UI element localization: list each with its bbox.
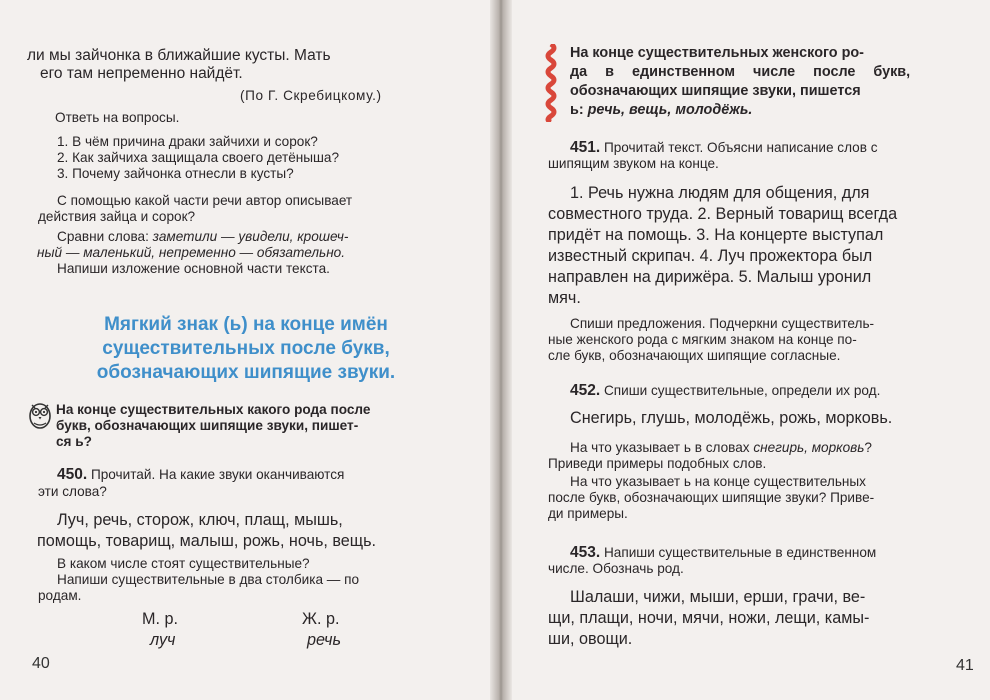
word-list: ши, овощи. bbox=[548, 630, 633, 648]
exercise-452-text: Спиши существительные, определи их род. bbox=[603, 383, 881, 398]
text-line: 1. Речь нужна людям для общения, для bbox=[570, 184, 870, 202]
compare-label: Сравни слова: bbox=[57, 229, 149, 244]
compare-line: Напиши изложение основной части текста. bbox=[57, 261, 330, 276]
question-box-line: букв, обозначающих шипящие звуки, пишет- bbox=[56, 418, 359, 433]
column-example: луч bbox=[150, 631, 176, 649]
rule-examples: речь, вещь, молодёжь. bbox=[587, 102, 753, 118]
source-credit: (По Г. Скребицкому.) bbox=[240, 88, 382, 103]
exercise-451-line: шипящим звуком на конце. bbox=[548, 156, 719, 171]
exercise-451-task: ные женского рода с мягким знаком на конце по- bbox=[548, 332, 857, 347]
exercise-451-task: сле букв, обозначающих шипящие согласные. bbox=[548, 348, 841, 363]
question-item: 1. В чём причина драки зайчихи и сорок? bbox=[57, 134, 318, 149]
rule-letter: ь: bbox=[570, 102, 584, 118]
compare-words: заметили — увидели, крошеч- bbox=[152, 229, 349, 244]
page-number: 41 bbox=[956, 657, 974, 674]
wavy-rule-marker-icon bbox=[545, 44, 557, 122]
text-line: совместного труда. 2. Верный товарищ всегда bbox=[548, 205, 898, 223]
exercise-450-question: В каком числе стоят существительные? bbox=[57, 556, 310, 571]
rule-line: да в единственном числе после букв, bbox=[570, 64, 911, 80]
exercise-452-line bbox=[570, 383, 880, 399]
book-gutter bbox=[490, 0, 512, 700]
section-title: Мягкий знак (ь) на конце имён bbox=[104, 314, 388, 335]
owl-icon bbox=[28, 399, 52, 429]
exercise-451-text: Прочитай текст. Объясни написание слов с bbox=[603, 140, 878, 155]
exercise-450-question: Напиши существительные в два столбика — по bbox=[57, 572, 360, 587]
task-line: действия зайца и сорок? bbox=[38, 209, 196, 224]
question-words: снегирь, морковь bbox=[753, 440, 865, 455]
task-line: С помощью какой части речи автор описывает bbox=[57, 193, 353, 208]
question-item: 3. Почему зайчонка отнесли в кусты? bbox=[57, 166, 294, 181]
exercise-452-question bbox=[570, 440, 872, 456]
exercise-number: 453. bbox=[570, 544, 601, 561]
exercise-450-text: Прочитай. На какие звуки оканчиваются bbox=[90, 467, 345, 482]
question-box-line: ся ь? bbox=[56, 434, 92, 449]
word-list: помощь, товарищ, малыш, рожь, ночь, вещь. bbox=[37, 532, 377, 550]
exercise-450-line: эти слова? bbox=[38, 484, 107, 499]
intro-line: ли мы зайчонка в ближайшие кусты. Мать bbox=[27, 47, 331, 64]
question-prefix: На что указывает ь в словах bbox=[570, 440, 750, 455]
rule-line: обозначающих шипящие звуки, пишется bbox=[570, 83, 861, 99]
exercise-452-question: ди примеры. bbox=[548, 506, 628, 521]
exercise-452-question: На что указывает ь на конце существительных bbox=[570, 474, 866, 489]
exercise-451-task: Спиши предложения. Подчеркни существитель- bbox=[570, 316, 875, 331]
exercise-450-line bbox=[57, 467, 344, 483]
word-list: щи, плащи, ночи, мячи, ножи, лещи, камы- bbox=[548, 609, 870, 627]
text-line: направлен на дирижёра. 5. Малыш уронил bbox=[548, 268, 872, 286]
text-line: придёт на помощь. 3. На концерте выступал bbox=[548, 226, 884, 244]
column-heading-masculine: М. р. bbox=[142, 610, 178, 628]
question-item: 2. Как зайчиха защищала своего детёныша? bbox=[57, 150, 340, 165]
word-list: Снегирь, глушь, молодёжь, рожь, морковь. bbox=[570, 409, 893, 427]
exercise-number: 452. bbox=[570, 382, 601, 399]
column-example: речь bbox=[307, 631, 341, 649]
exercise-452-question: после букв, обозначающих шипящие звуки? Приве- bbox=[548, 490, 875, 505]
page-number: 40 bbox=[32, 655, 50, 672]
word-list: Шалаши, чижи, мыши, ерши, грачи, ве- bbox=[570, 588, 866, 606]
exercise-450-question: родам. bbox=[38, 588, 82, 603]
section-title: существительных после букв, bbox=[102, 338, 390, 359]
section-title: обозначающих шипящие звуки. bbox=[96, 362, 396, 383]
compare-line: ный — маленький, непременно — обязательно. bbox=[37, 245, 346, 260]
compare-line bbox=[57, 229, 348, 245]
column-heading-feminine: Ж. р. bbox=[302, 610, 340, 628]
word-list: Луч, речь, сторож, ключ, плащ, мышь, bbox=[57, 511, 343, 529]
exercise-number: 451. bbox=[570, 139, 601, 156]
exercise-453-text: Напиши существительные в единственном bbox=[603, 545, 877, 560]
exercise-number: 450. bbox=[57, 466, 88, 483]
exercise-452-question: Приведи примеры подобных слов. bbox=[548, 456, 767, 471]
exercise-453-line bbox=[570, 545, 876, 561]
question-box-line: На конце существительных какого рода после bbox=[56, 402, 371, 417]
question-mark: ? bbox=[864, 440, 872, 455]
intro-line: его там непременно найдёт. bbox=[40, 65, 243, 82]
text-line: мяч. bbox=[548, 289, 581, 307]
exercise-451-line bbox=[570, 140, 878, 156]
questions-heading: Ответь на вопросы. bbox=[55, 110, 180, 125]
exercise-453-line: числе. Обозначь род. bbox=[548, 561, 684, 576]
text-line: известный скрипач. 4. Луч прожектора был bbox=[548, 247, 873, 265]
rule-line: На конце существительных женского ро- bbox=[570, 45, 864, 61]
rule-line bbox=[570, 101, 752, 120]
